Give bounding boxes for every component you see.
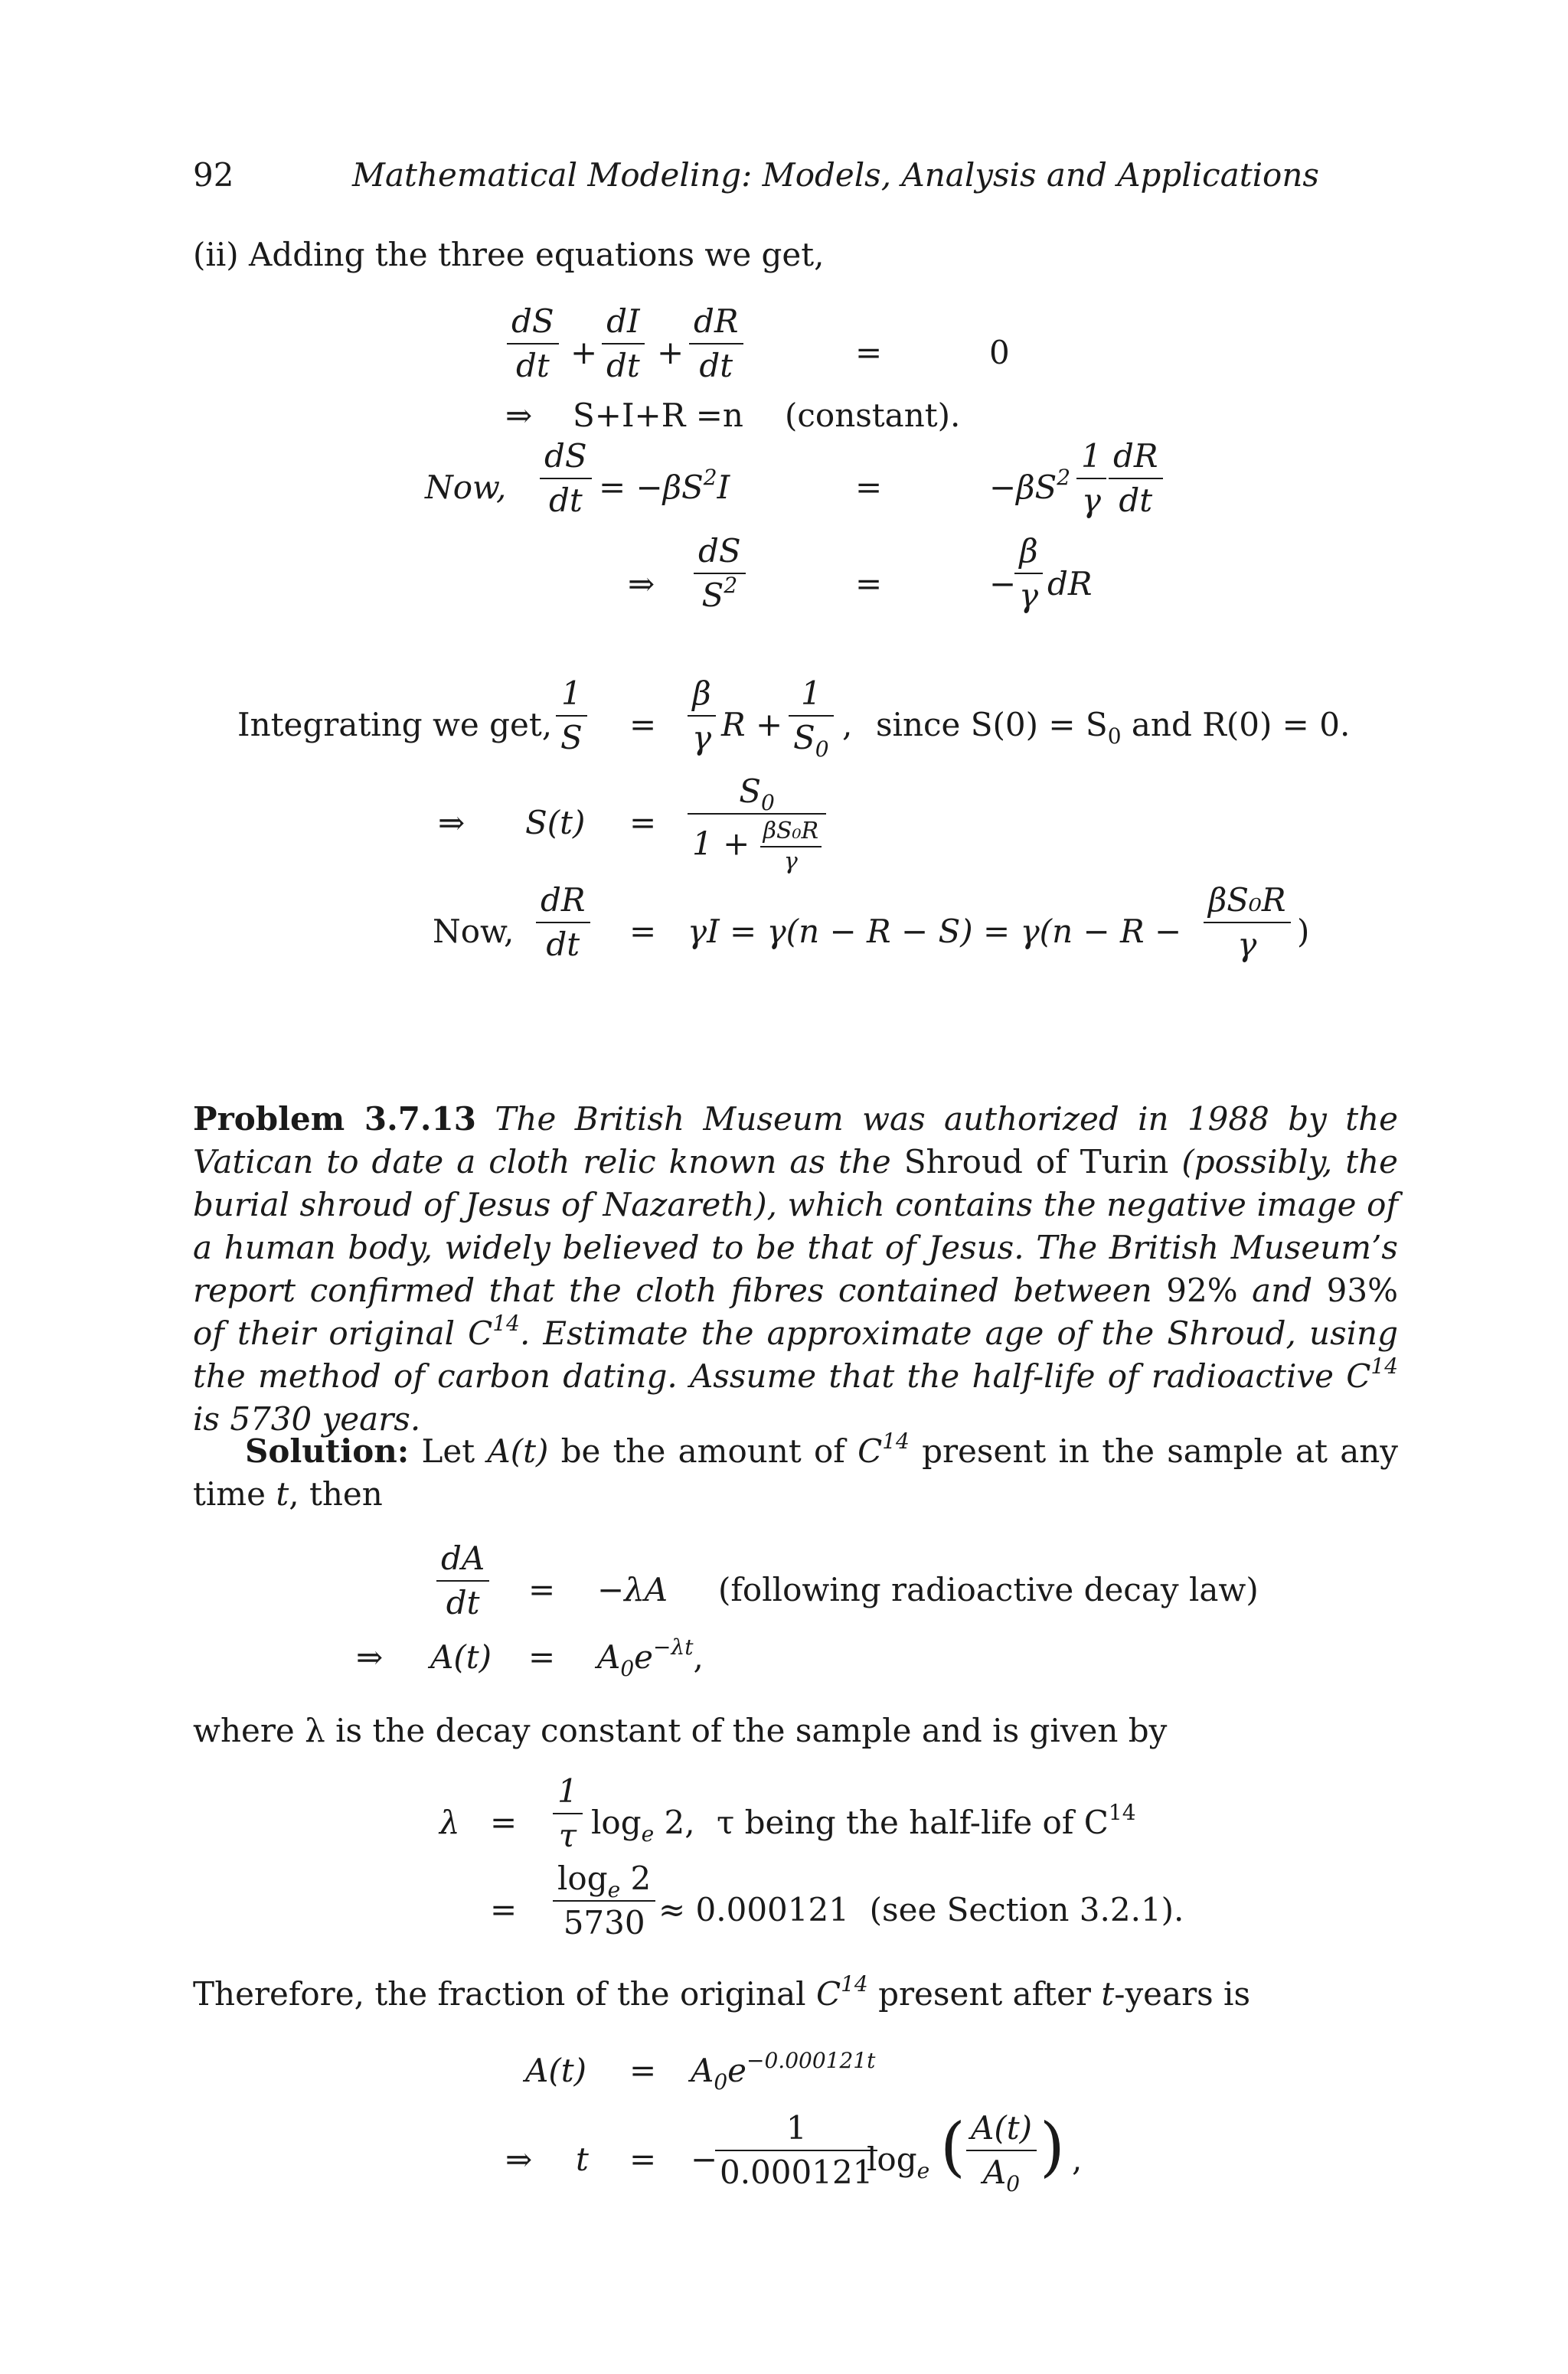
integrating-label: Integrating we get, <box>237 706 553 743</box>
equals-sign: = <box>528 1638 556 1676</box>
now-label: Now, <box>433 913 514 950</box>
rhs-beta-s-squared: $-\beta S^2$ <box>989 465 1071 506</box>
equals-sign: = <box>855 469 883 506</box>
decay-rhs: −λA <box>597 1571 668 1608</box>
fraction-one-over-s: $\frac{1}{S}$ <box>556 677 587 755</box>
a-of-t: A(t) <box>525 2052 586 2089</box>
fraction-da-dt: $\frac{dA}{dt}$ <box>436 1542 489 1620</box>
constant-note: (constant). <box>785 397 961 434</box>
dr-term: dR <box>1047 565 1093 602</box>
fraction-dr-dt: $\frac{dR}{dt}$ <box>536 883 590 962</box>
problem-label: Problem 3.7.13 <box>193 1100 477 1138</box>
implies-arrow: ⇒ <box>505 2141 533 2178</box>
fraction-a-of-t-over-a0: $\frac{A(t)}{A_0}$ <box>966 2111 1037 2190</box>
equals-sign: = <box>855 334 883 371</box>
decay-solution: $A_0e^{-\lambda t}$, <box>597 1634 704 1681</box>
equals-sign: = <box>629 804 657 841</box>
running-title: Mathematical Modeling: Models, Analysis and Applications <box>352 156 1319 194</box>
half-life-note: τ being the half-life of $C^{14}$ <box>717 1800 1136 1841</box>
solution-label: Solution: <box>245 1432 410 1470</box>
lambda-symbol: λ <box>439 1804 460 1841</box>
fraction-one-over-gamma: $\frac{1}{\gamma}$ <box>1076 439 1106 518</box>
equals-sign: = <box>528 1571 556 1608</box>
where-text: where λ is the decay constant of the sample and is given by <box>193 1712 1168 1749</box>
implies-arrow: ⇒ <box>505 397 533 434</box>
close-paren: ) <box>1297 913 1310 950</box>
a-of-t: A(t) <box>430 1638 492 1676</box>
susceptible-rate-expression: = $-\beta S^2I$ <box>599 465 730 506</box>
equals-sign: = <box>629 2141 657 2178</box>
fraction-log-over-5730: $\frac{\log_e 2}{5730}$ <box>553 1862 655 1940</box>
fraction-s-of-t-solution: $S_0$ 1 + $\frac{\text{βS₀R}}{\gamma}$ <box>688 775 826 874</box>
implies-arrow: ⇒ <box>628 565 655 602</box>
part-ii-intro: (ii) Adding the three equations we get, <box>193 236 825 273</box>
t-variable: t <box>576 2141 589 2178</box>
log-e-two: $\log_e 2$, <box>591 1804 695 1847</box>
equals-sign: = <box>490 1891 518 1928</box>
rhs-zero: 0 <box>989 334 1010 371</box>
r-plus: R + <box>721 706 783 743</box>
fraction-one-over-constant: $\frac{1}{0.000121}$ <box>715 2111 877 2190</box>
problem-statement: Problem 3.7.13 The British Museum was authorized in 1988 by the Vatican to date a cloth relic known as the Shroud of Turin (possibly, the burial shroud of Jesus of Nazareth), which contains the negative image of a human body, widely believed to be that of Jesus. The British Museum’s report confirmed that the cloth fibres contained between 92% and 93% of their original $C^{14}$. Estimate the approximate age of the Shroud, using the method of carbon dating. Assume that the half-life of radioactive $C^{14}$ is 5730 years. <box>193 1100 1399 1438</box>
fraction-beta-over-gamma: $\frac{\beta}{\gamma}$ <box>1014 534 1043 612</box>
conservation-equation: S+I+R =n <box>573 397 743 434</box>
minus-sign: − <box>691 2141 718 2178</box>
shroud-of-turin: Shroud of Turin <box>903 1143 1169 1180</box>
plus-sign: + <box>657 334 684 371</box>
fraction-one-over-tau: $\frac{1}{\tau}$ <box>553 1775 583 1853</box>
solution-paragraph: Solution: Let A(t) be the amount of $C^{14}$ present in the sample at any time t, then <box>193 1429 1399 1513</box>
s-of-t: S(t) <box>525 804 586 841</box>
left-paren: ( <box>940 2109 965 2184</box>
equals-sign: = <box>855 565 883 602</box>
therefore-text: Therefore, the fraction of the original $C^{14}$ present after t-years is <box>193 1971 1251 2013</box>
fraction-dr-dt: $\frac{dR}{dt}$ <box>689 305 743 383</box>
decay-law-note: (following radioactive decay law) <box>718 1571 1259 1608</box>
recovered-rate-expression: γI = γ(n − R − S) = γ(n − R − <box>688 913 1182 950</box>
right-paren: ) <box>1040 2109 1065 2184</box>
comma: , <box>1072 2141 1083 2178</box>
log-e: $\log_e$ <box>867 2141 930 2183</box>
equals-sign: = <box>490 1804 518 1841</box>
plus-sign: + <box>570 334 598 371</box>
page-number: 92 <box>193 156 234 194</box>
initial-conditions: since $S(0) = S_0$ and R(0) = 0. <box>876 706 1351 749</box>
lambda-value: ≈ 0.000121 (see Section 3.2.1). <box>658 1891 1184 1928</box>
comma: , <box>842 706 853 743</box>
equals-sign: = <box>629 913 657 950</box>
equals-sign: = <box>629 706 657 743</box>
fraction-beta-over-gamma: $\frac{\beta}{\gamma}$ <box>688 677 716 755</box>
fraction-beta-s0-r-over-gamma: $\frac{\text{βS₀R}}{\gamma}$ <box>1204 883 1291 962</box>
implies-arrow: ⇒ <box>356 1638 384 1676</box>
fraction-dr-dt: $\frac{dR}{dt}$ <box>1109 439 1163 518</box>
now-label: Now, <box>425 469 507 506</box>
minus-sign: − <box>989 565 1017 602</box>
decay-with-constant: $A_0e^{-0.000121t}$ <box>691 2048 876 2095</box>
fraction-di-dt: $\frac{dI}{dt}$ <box>602 305 645 383</box>
implies-arrow: ⇒ <box>438 804 466 841</box>
fraction-ds-dt: $\frac{dS}{dt}$ <box>507 305 559 383</box>
fraction-ds-dt: $\frac{dS}{dt}$ <box>540 439 592 518</box>
equals-sign: = <box>629 2052 657 2089</box>
fraction-ds-over-s-squared: $\frac{dS}{S^2}$ <box>694 534 746 612</box>
fraction-one-over-s0: $\frac{1}{S_0}$ <box>789 677 834 755</box>
